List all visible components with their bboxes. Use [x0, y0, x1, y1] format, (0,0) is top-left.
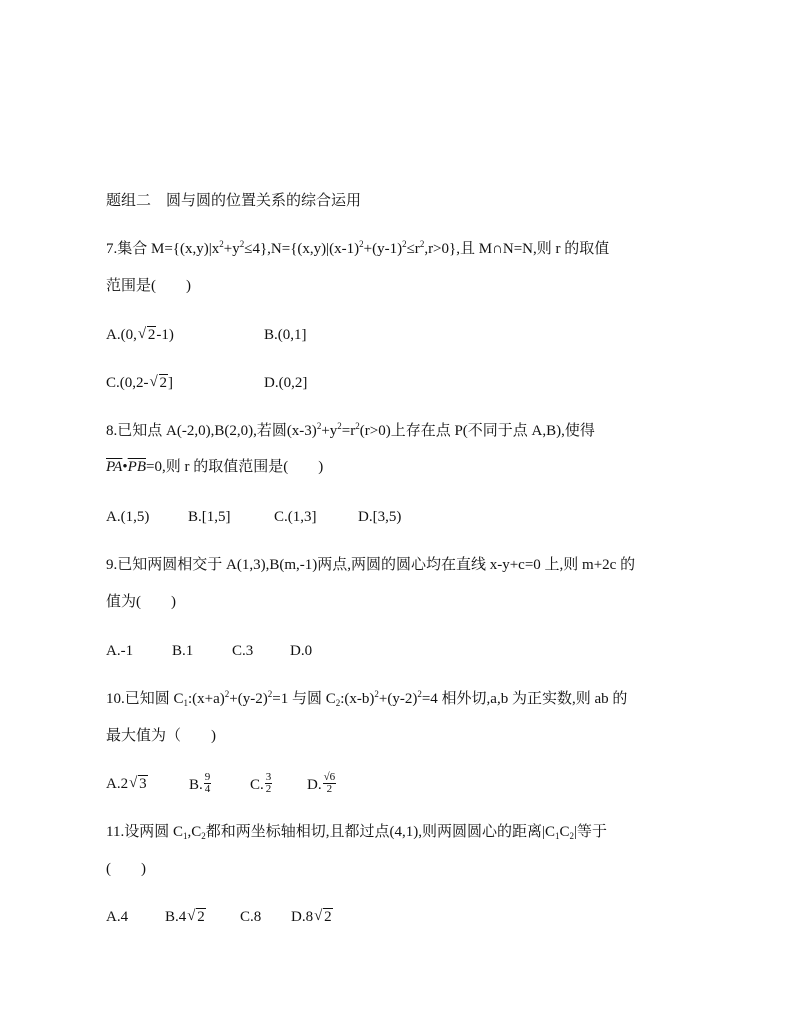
question-7-stem: 7.集合 $M=\{(x,y)|x^2+y^2\le 4\},N=\{(x,y)|(x-1)^2+(y-1)^2\le r^2,r>0\}$,且 M∩N=N,则 r 的取值 [106, 239, 610, 257]
question-8-option-c[interactable]: C.(1,3] [274, 509, 317, 525]
question-7-stem-line2: 范围是( ) [106, 278, 191, 294]
question-9-stem: 9.已知两圆相交于 A(1,3),B(m,-1)两点,两圆的圆心均在直线 x-y+c=0 上,则 m+2c 的 [106, 557, 636, 573]
question-8-stem: 8.已知点 A(-2,0),B(2,0),若圆$(x-3)^2+y^2=r^2(r>0)$上存在点 P(不同于点 A,B),使得 [106, 421, 595, 439]
question-9-stem-line2: 值为( ) [106, 594, 176, 610]
question-10-stem-line2: 最大值为（ ) [106, 728, 216, 744]
question-10-option-d[interactable]: D. $\frac{√6}{2}$ [307, 771, 336, 795]
question-10-option-c[interactable]: C. $\frac{3}{2}$ [250, 771, 272, 795]
question-8-option-b[interactable]: B.[1,5] [188, 509, 231, 525]
fraction: $\frac{9}{4}$ [204, 771, 211, 795]
sqrt-symbol: √ 2 [187, 907, 206, 927]
question-11-option-c[interactable]: C.8 [240, 909, 262, 925]
question-8-option-a[interactable]: A.(1,5) [106, 509, 150, 525]
question-8-stem-line2: $\overline{PA}•\overline{PB}=0$,则 r 的取值范围是( ) [106, 459, 324, 475]
fraction: $\frac{√6}{2}$ [323, 771, 336, 795]
sqrt-symbol: √ 2 [150, 373, 169, 393]
question-7-option-a[interactable]: A.(0, √ 2-1) [106, 325, 174, 345]
question-11-stem-line2: ( ) [106, 861, 146, 877]
fraction: $\frac{3}{2}$ [265, 771, 272, 795]
question-10-stem: 10.已知圆 $C_1:(x+a)^2+(y-2)^2=1$ 与圆 $C_2:(x-b)^2+(y-2)^2=4$ 相外切,a,b 为正实数,则 ab 的 [106, 689, 628, 708]
sqrt-symbol: √ 2 [138, 325, 157, 345]
question-11-stem: 11.设两圆 $C_1,C_2$都和两坐标轴相切,且都过点(4,1),则两圆圆心的距离$|C_1C_2|$等于 [106, 824, 608, 841]
section-title: 题组二 圆与圆的位置关系的综合运用 [106, 191, 362, 209]
question-11-option-a[interactable]: A.4 [106, 909, 129, 925]
question-9-option-d[interactable]: D.0 [290, 643, 313, 659]
question-7-option-c[interactable]: C.(0,2- √ 2] [106, 373, 173, 393]
question-10-option-a[interactable]: A.2 √ 3 [106, 774, 148, 794]
vector-pb: $\overline{PB}$ [127, 459, 146, 475]
question-10-option-b[interactable]: B. $\frac{9}{4}$ [189, 771, 211, 795]
question-7-option-b[interactable]: B.(0,1] [264, 327, 307, 343]
sqrt-symbol: √ 2 [314, 907, 333, 927]
vector-pa: $\overline{PA}$ [106, 459, 123, 475]
question-9-option-a[interactable]: A.-1 [106, 643, 134, 659]
question-9-option-b[interactable]: B.1 [172, 643, 194, 659]
question-11-option-d[interactable]: D.8 √ 2 [291, 907, 333, 927]
question-11-option-b[interactable]: B.4 √ 2 [165, 907, 206, 927]
question-8-option-d[interactable]: D.[3,5) [358, 509, 402, 525]
question-9-option-c[interactable]: C.3 [232, 643, 254, 659]
question-7-option-d[interactable]: D.(0,2] [264, 375, 308, 391]
sqrt-symbol: √ 3 [129, 774, 148, 794]
